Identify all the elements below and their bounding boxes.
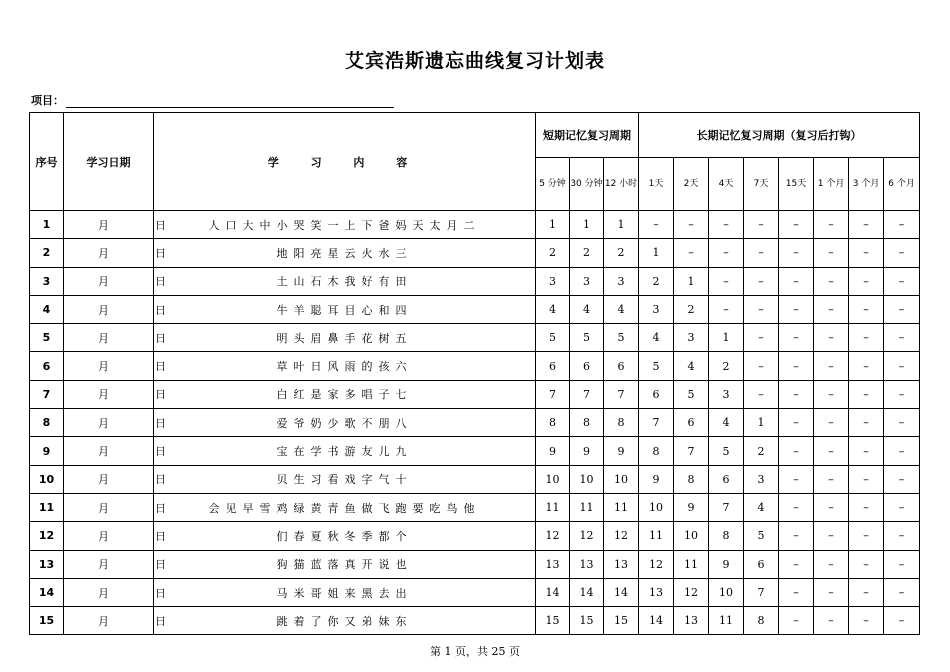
short-review-cell[interactable]: 9 (536, 437, 570, 465)
date-month-label: 月 (98, 586, 109, 600)
long-review-cell[interactable]: 3 (674, 324, 709, 352)
page-title: 艾宾浩斯遗忘曲线复习计划表 (344, 50, 605, 72)
long-review-cell[interactable]: – (849, 550, 884, 578)
long-review-cell[interactable]: – (814, 465, 849, 493)
row-seq: 10 (30, 465, 64, 493)
long-review-cell[interactable]: – (709, 295, 744, 323)
long-review-cell[interactable]: 5 (639, 352, 674, 380)
table-row (30, 352, 920, 380)
short-review-cell[interactable]: 14 (604, 578, 639, 606)
long-review-cell[interactable]: – (849, 522, 884, 550)
long-review-cell[interactable]: 5 (674, 380, 709, 408)
project-label: 项目： (31, 94, 64, 107)
long-review-cell[interactable]: – (779, 522, 814, 550)
date-day-label: 日 (155, 246, 166, 260)
date-month-label: 月 (98, 303, 109, 317)
header-short-col: 5 分钟 (536, 158, 570, 211)
page-footer: 第 1 页，共 25 页 (430, 645, 520, 658)
long-review-cell[interactable]: 7 (639, 409, 674, 437)
long-review-cell[interactable]: – (779, 324, 814, 352)
header-long-col: 3 个月 (849, 158, 884, 211)
long-review-cell[interactable]: 4 (674, 352, 709, 380)
long-review-cell[interactable]: 8 (744, 607, 779, 635)
row-date[interactable] (64, 324, 166, 352)
long-review-cell[interactable]: 12 (639, 550, 674, 578)
short-review-cell[interactable]: 1 (604, 211, 639, 239)
short-review-cell[interactable]: 13 (536, 550, 570, 578)
date-month-label: 月 (98, 529, 109, 543)
row-content: 狗猫蓝落真开说也 (154, 550, 536, 578)
long-review-cell[interactable]: – (744, 267, 779, 295)
long-review-cell[interactable]: – (779, 409, 814, 437)
long-review-cell[interactable]: 2 (674, 295, 709, 323)
long-review-cell[interactable]: – (744, 324, 779, 352)
long-review-cell[interactable]: – (674, 211, 709, 239)
long-review-cell[interactable]: – (744, 295, 779, 323)
row-content: 土山石木我好有田 (154, 267, 536, 295)
date-day-label: 日 (155, 501, 166, 515)
date-day-label: 日 (155, 473, 166, 487)
long-review-cell[interactable]: 12 (674, 578, 709, 606)
date-month-label: 月 (98, 558, 109, 572)
table-row (30, 211, 920, 239)
date-day-label: 日 (155, 445, 166, 459)
header-long-col: 15天 (779, 158, 814, 211)
long-review-cell[interactable]: – (884, 607, 920, 635)
row-date[interactable] (64, 267, 166, 295)
long-review-cell[interactable]: 7 (674, 437, 709, 465)
long-review-cell[interactable]: 11 (709, 607, 744, 635)
short-review-cell[interactable]: 7 (604, 380, 639, 408)
short-review-cell[interactable]: 3 (604, 267, 639, 295)
row-seq: 13 (30, 550, 64, 578)
long-review-cell[interactable]: – (814, 267, 849, 295)
short-review-cell[interactable]: 10 (570, 465, 604, 493)
short-review-cell[interactable]: 8 (570, 409, 604, 437)
date-day-label: 日 (155, 558, 166, 572)
long-review-cell[interactable]: 6 (709, 465, 744, 493)
short-review-cell[interactable]: 7 (570, 380, 604, 408)
long-review-cell[interactable]: 8 (674, 465, 709, 493)
row-seq: 8 (30, 409, 64, 437)
long-review-cell[interactable]: – (884, 352, 920, 380)
long-review-cell[interactable]: 4 (744, 493, 779, 521)
long-review-cell[interactable]: – (779, 465, 814, 493)
row-content: 爱爷奶少歌不朋八 (154, 409, 536, 437)
short-review-cell[interactable]: 6 (604, 352, 639, 380)
short-review-cell[interactable]: 6 (570, 352, 604, 380)
header-short-col: 30 分钟 (570, 158, 604, 211)
short-review-cell[interactable]: 11 (536, 493, 570, 521)
long-review-cell[interactable]: 13 (674, 607, 709, 635)
long-review-cell[interactable]: – (814, 607, 849, 635)
long-review-cell[interactable]: 1 (639, 239, 674, 267)
short-review-cell[interactable]: 12 (570, 522, 604, 550)
long-review-cell[interactable]: – (779, 607, 814, 635)
long-review-cell[interactable]: – (884, 550, 920, 578)
long-review-cell[interactable]: – (884, 267, 920, 295)
long-review-cell[interactable]: – (814, 211, 849, 239)
long-review-cell[interactable]: – (814, 409, 849, 437)
row-content: 牛羊聪耳目心和四 (154, 295, 536, 323)
row-seq: 15 (30, 607, 64, 635)
header-seq: 序号 (30, 113, 64, 211)
row-date[interactable] (64, 465, 166, 493)
date-month-label: 月 (98, 473, 109, 487)
short-review-cell[interactable]: 8 (536, 409, 570, 437)
short-review-cell[interactable]: 9 (570, 437, 604, 465)
row-date[interactable] (64, 437, 166, 465)
date-month-label: 月 (98, 445, 109, 459)
long-review-cell[interactable]: – (849, 352, 884, 380)
table-row (30, 607, 920, 635)
long-review-cell[interactable]: 6 (744, 550, 779, 578)
row-content: 宝在学书游友儿九 (154, 437, 536, 465)
long-review-cell[interactable]: – (779, 295, 814, 323)
short-review-cell[interactable]: 10 (604, 465, 639, 493)
short-review-cell[interactable]: 12 (604, 522, 639, 550)
row-seq: 7 (30, 380, 64, 408)
long-review-cell[interactable]: – (779, 239, 814, 267)
long-review-cell[interactable]: – (884, 295, 920, 323)
short-review-cell[interactable]: 5 (604, 324, 639, 352)
short-review-cell[interactable]: 4 (570, 295, 604, 323)
long-review-cell[interactable]: 13 (639, 578, 674, 606)
long-review-cell[interactable]: – (884, 437, 920, 465)
header-long-col: 6 个月 (884, 158, 920, 211)
long-review-cell[interactable]: – (849, 380, 884, 408)
table-row (30, 437, 920, 465)
date-month-label: 月 (98, 331, 109, 345)
short-review-cell[interactable]: 10 (536, 465, 570, 493)
short-review-cell[interactable]: 1 (536, 211, 570, 239)
short-review-cell[interactable]: 15 (570, 607, 604, 635)
row-date[interactable] (64, 352, 166, 380)
row-content: 人口大中小哭笑一上下爸妈天太月二 (154, 211, 536, 239)
short-review-cell[interactable]: 3 (536, 267, 570, 295)
row-content: 草叶日风雨的孩六 (154, 352, 536, 380)
long-review-cell[interactable]: – (709, 267, 744, 295)
date-day-label: 日 (155, 614, 166, 628)
long-review-cell[interactable]: 2 (709, 352, 744, 380)
row-content: 贝生习看戏字气十 (154, 465, 536, 493)
header-long-col: 7天 (744, 158, 779, 211)
long-review-cell[interactable]: 6 (674, 409, 709, 437)
long-review-cell[interactable]: – (814, 550, 849, 578)
header-long-col: 4天 (709, 158, 744, 211)
row-content: 明头眉鼻手花树五 (154, 324, 536, 352)
long-review-cell[interactable]: – (814, 239, 849, 267)
long-review-cell[interactable]: – (849, 239, 884, 267)
short-review-cell[interactable]: 8 (604, 409, 639, 437)
row-seq: 6 (30, 352, 64, 380)
date-month-label: 月 (98, 360, 109, 374)
date-month-label: 月 (98, 275, 109, 289)
table-row (30, 522, 920, 550)
long-review-cell[interactable]: – (884, 522, 920, 550)
long-review-cell[interactable]: – (779, 493, 814, 521)
row-seq: 9 (30, 437, 64, 465)
row-content: 白红是家多唱子七 (154, 380, 536, 408)
short-review-cell[interactable]: 7 (536, 380, 570, 408)
row-seq: 4 (30, 295, 64, 323)
date-day-label: 日 (155, 360, 166, 374)
short-review-cell[interactable]: 2 (604, 239, 639, 267)
project-underline[interactable] (66, 95, 394, 108)
long-review-cell[interactable]: – (884, 239, 920, 267)
header-long-col: 1 个月 (814, 158, 849, 211)
table-row (30, 578, 920, 606)
short-review-cell[interactable]: 4 (604, 295, 639, 323)
row-date[interactable] (64, 493, 166, 521)
date-day-label: 日 (155, 275, 166, 289)
long-review-cell[interactable]: 5 (709, 437, 744, 465)
short-review-cell[interactable]: 5 (536, 324, 570, 352)
short-review-cell[interactable]: 14 (570, 578, 604, 606)
date-day-label: 日 (155, 388, 166, 402)
short-review-cell[interactable]: 4 (536, 295, 570, 323)
date-month-label: 月 (98, 416, 109, 430)
long-review-cell[interactable]: – (814, 437, 849, 465)
short-review-cell[interactable]: 2 (570, 239, 604, 267)
long-review-cell[interactable]: 11 (639, 522, 674, 550)
header-content: 学 习 内 容 (154, 113, 536, 211)
long-review-cell[interactable]: – (849, 437, 884, 465)
review-plan-table (29, 112, 920, 635)
date-day-label: 日 (155, 218, 166, 232)
long-review-cell[interactable]: – (814, 578, 849, 606)
long-review-cell[interactable]: – (884, 578, 920, 606)
long-review-cell[interactable]: – (814, 324, 849, 352)
short-review-cell[interactable]: 13 (570, 550, 604, 578)
header-long-col: 2天 (674, 158, 709, 211)
date-day-label: 日 (155, 529, 166, 543)
row-date[interactable] (64, 295, 166, 323)
long-review-cell[interactable]: – (884, 493, 920, 521)
long-review-cell[interactable]: – (814, 380, 849, 408)
short-review-cell[interactable]: 13 (604, 550, 639, 578)
long-review-cell[interactable]: – (709, 211, 744, 239)
short-review-cell[interactable]: 5 (570, 324, 604, 352)
header-short-term: 短期记忆复习周期 (536, 113, 639, 158)
row-date[interactable] (64, 380, 166, 408)
long-review-cell[interactable]: 7 (744, 578, 779, 606)
long-review-cell[interactable]: – (849, 578, 884, 606)
row-content: 们春夏秋冬季都个 (154, 522, 536, 550)
long-review-cell[interactable]: – (884, 324, 920, 352)
long-review-cell[interactable]: 8 (709, 522, 744, 550)
long-review-cell[interactable]: – (709, 239, 744, 267)
row-seq: 12 (30, 522, 64, 550)
long-review-cell[interactable]: 4 (709, 409, 744, 437)
header-long-term: 长期记忆复习周期（复习后打钩） (639, 113, 920, 158)
table-row (30, 324, 920, 352)
long-review-cell[interactable]: 9 (639, 465, 674, 493)
long-review-cell[interactable]: – (639, 211, 674, 239)
row-date[interactable] (64, 607, 166, 635)
row-seq: 1 (30, 211, 64, 239)
table-row (30, 267, 920, 295)
date-month-label: 月 (98, 501, 109, 515)
row-content: 马米哥姐来黑去出 (154, 578, 536, 606)
long-review-cell[interactable]: – (744, 239, 779, 267)
long-review-cell[interactable]: 9 (674, 493, 709, 521)
short-review-cell[interactable]: 9 (604, 437, 639, 465)
row-date[interactable] (64, 550, 166, 578)
long-review-cell[interactable]: – (779, 578, 814, 606)
long-review-cell[interactable]: 5 (744, 522, 779, 550)
row-seq: 2 (30, 239, 64, 267)
table-row (30, 465, 920, 493)
long-review-cell[interactable]: 14 (639, 607, 674, 635)
long-review-cell[interactable]: 6 (639, 380, 674, 408)
long-review-cell[interactable]: – (779, 267, 814, 295)
row-content: 地阳亮星云火水三 (154, 239, 536, 267)
table-row (30, 409, 920, 437)
long-review-cell[interactable]: – (814, 352, 849, 380)
long-review-cell[interactable]: – (744, 380, 779, 408)
short-review-cell[interactable]: 11 (570, 493, 604, 521)
short-review-cell[interactable]: 6 (536, 352, 570, 380)
header-short-col: 12 小时 (604, 158, 639, 211)
long-review-cell[interactable]: 4 (639, 324, 674, 352)
date-month-label: 月 (98, 388, 109, 402)
long-review-cell[interactable]: – (849, 409, 884, 437)
short-review-cell[interactable]: 2 (536, 239, 570, 267)
long-review-cell[interactable]: – (849, 493, 884, 521)
row-seq: 11 (30, 493, 64, 521)
short-review-cell[interactable]: 14 (536, 578, 570, 606)
date-month-label: 月 (98, 218, 109, 232)
project-field (31, 92, 394, 108)
long-review-cell[interactable]: – (814, 493, 849, 521)
long-review-cell[interactable]: – (849, 607, 884, 635)
short-review-cell[interactable]: 3 (570, 267, 604, 295)
short-review-cell[interactable]: 12 (536, 522, 570, 550)
long-review-cell[interactable]: 1 (674, 267, 709, 295)
table-row (30, 493, 920, 521)
long-review-cell[interactable]: 8 (639, 437, 674, 465)
date-day-label: 日 (155, 303, 166, 317)
long-review-cell[interactable]: – (884, 409, 920, 437)
table-row (30, 239, 920, 267)
long-review-cell[interactable]: – (849, 211, 884, 239)
long-review-cell[interactable]: – (884, 465, 920, 493)
date-day-label: 日 (155, 416, 166, 430)
long-review-cell[interactable]: – (779, 352, 814, 380)
row-date[interactable] (64, 239, 166, 267)
long-review-cell[interactable]: – (884, 211, 920, 239)
long-review-cell[interactable]: 10 (709, 578, 744, 606)
long-review-cell[interactable]: – (814, 522, 849, 550)
short-review-cell[interactable]: 15 (604, 607, 639, 635)
table-row (30, 295, 920, 323)
row-content: 跳着了你又弟妹东 (154, 607, 536, 635)
long-review-cell[interactable]: 10 (674, 522, 709, 550)
long-review-cell[interactable]: 9 (709, 550, 744, 578)
row-seq: 3 (30, 267, 64, 295)
header-date: 学习日期 (64, 113, 154, 211)
long-review-cell[interactable]: 2 (639, 267, 674, 295)
row-date[interactable] (64, 211, 166, 239)
long-review-cell[interactable]: – (884, 380, 920, 408)
long-review-cell[interactable]: 3 (709, 380, 744, 408)
long-review-cell[interactable]: – (849, 465, 884, 493)
row-date[interactable] (64, 522, 166, 550)
row-date[interactable] (64, 409, 166, 437)
date-day-label: 日 (155, 331, 166, 345)
long-review-cell[interactable]: 11 (674, 550, 709, 578)
header-long-col: 1天 (639, 158, 674, 211)
date-month-label: 月 (98, 614, 109, 628)
long-review-cell[interactable]: – (849, 324, 884, 352)
long-review-cell[interactable]: – (744, 211, 779, 239)
long-review-cell[interactable]: – (814, 295, 849, 323)
long-review-cell[interactable]: 1 (709, 324, 744, 352)
long-review-cell[interactable]: 2 (744, 437, 779, 465)
long-review-cell[interactable]: – (779, 380, 814, 408)
long-review-cell[interactable]: – (849, 295, 884, 323)
table-row (30, 550, 920, 578)
long-review-cell[interactable]: – (744, 352, 779, 380)
long-review-cell[interactable]: 1 (744, 409, 779, 437)
long-review-cell[interactable]: 7 (709, 493, 744, 521)
row-content: 会见早雪鸡绿黄青鱼做飞跑要吃鸟他 (154, 493, 536, 521)
long-review-cell[interactable]: – (779, 211, 814, 239)
row-seq: 5 (30, 324, 64, 352)
long-review-cell[interactable]: 3 (744, 465, 779, 493)
long-review-cell[interactable]: – (849, 267, 884, 295)
short-review-cell[interactable]: 15 (536, 607, 570, 635)
row-seq: 14 (30, 578, 64, 606)
table-row (30, 380, 920, 408)
row-date[interactable] (64, 578, 166, 606)
long-review-cell[interactable]: 3 (639, 295, 674, 323)
long-review-cell[interactable]: 10 (639, 493, 674, 521)
long-review-cell[interactable]: – (779, 550, 814, 578)
long-review-cell[interactable]: – (674, 239, 709, 267)
long-review-cell[interactable]: – (779, 437, 814, 465)
date-month-label: 月 (98, 246, 109, 260)
short-review-cell[interactable]: 11 (604, 493, 639, 521)
short-review-cell[interactable]: 1 (570, 211, 604, 239)
date-day-label: 日 (155, 586, 166, 600)
